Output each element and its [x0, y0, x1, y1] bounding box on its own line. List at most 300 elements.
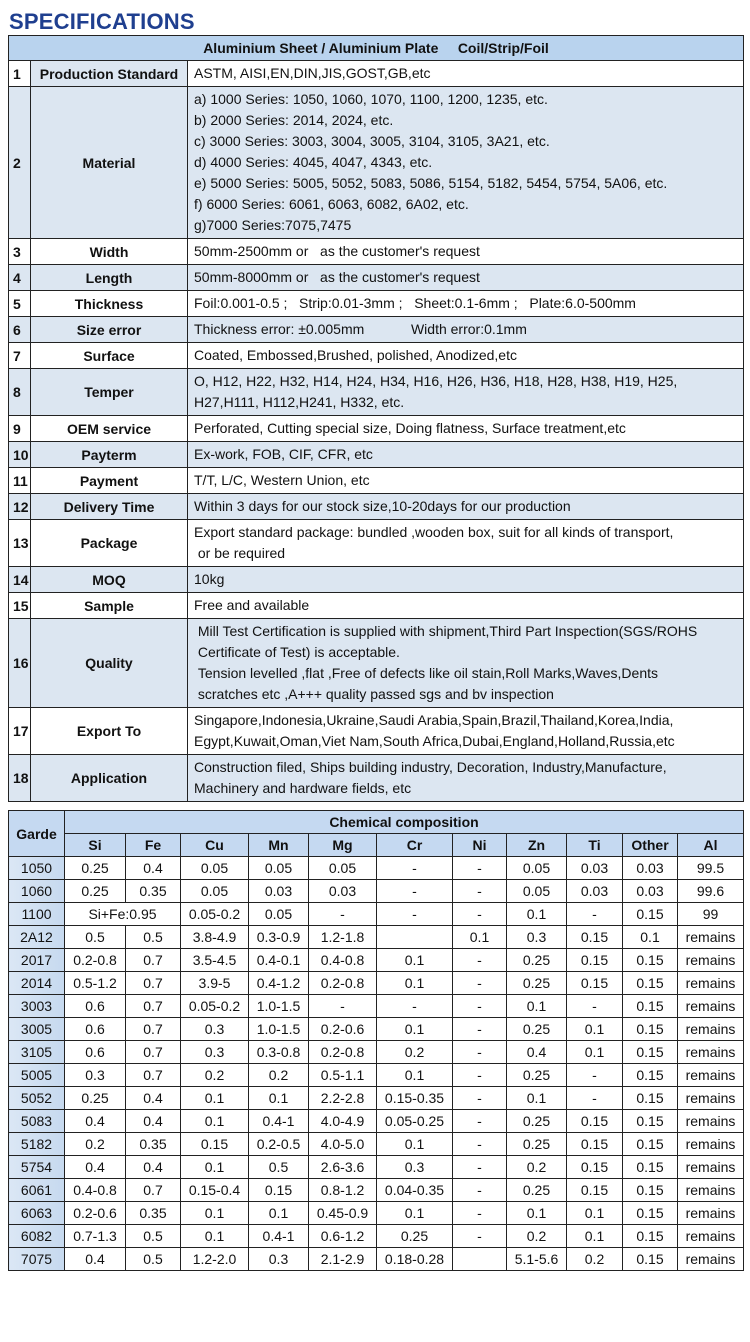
composition-cell: remains — [678, 1202, 744, 1225]
composition-cell: 0.05 — [181, 880, 249, 903]
composition-cell: 0.15 — [623, 1087, 678, 1110]
spec-row — [9, 317, 744, 343]
composition-cell: 0.4-0.1 — [249, 949, 309, 972]
spec-label: Sample — [31, 593, 188, 619]
composition-cell: remains — [678, 949, 744, 972]
spec-label: Temper — [31, 369, 188, 416]
composition-cell: 0.15 — [249, 1179, 309, 1202]
spec-value-line: Certificate of Test) is acceptable. — [194, 644, 400, 660]
composition-cell: 0.2-0.6 — [309, 1018, 377, 1041]
composition-cell: 0.25 — [507, 1064, 567, 1087]
row-number: 5 — [9, 291, 31, 317]
chem-row — [9, 1133, 744, 1156]
chemical-composition-header: Chemical composition — [65, 811, 744, 834]
composition-cell: 0.03 — [567, 880, 623, 903]
composition-cell: 0.1 — [567, 1202, 623, 1225]
row-number: 13 — [9, 520, 31, 567]
composition-cell: 0.4-1 — [249, 1225, 309, 1248]
composition-cell: 0.3-0.8 — [249, 1041, 309, 1064]
composition-cell: 0.1 — [377, 972, 453, 995]
spec-value-line: T/T, L/C, Western Union, etc — [194, 472, 370, 488]
composition-cell: 0.6 — [65, 1041, 126, 1064]
composition-cell: 0.1 — [377, 949, 453, 972]
spec-label: Production Standard — [31, 61, 188, 87]
spec-value-line: g)7000 Series:7075,7475 — [194, 217, 352, 233]
grade-cell: 2014 — [9, 972, 65, 995]
grade-cell: 6063 — [9, 1202, 65, 1225]
spec-value — [188, 755, 744, 802]
spec-value — [188, 416, 744, 442]
composition-cell: - — [309, 995, 377, 1018]
composition-cell: remains — [678, 1064, 744, 1087]
spec-label: Material — [31, 87, 188, 239]
grade-cell: 5052 — [9, 1087, 65, 1110]
composition-cell: remains — [678, 1248, 744, 1271]
chem-row — [9, 1041, 744, 1064]
grade-cell: 5182 — [9, 1133, 65, 1156]
composition-cell: 0.03 — [567, 857, 623, 880]
composition-cell: 2.2-2.8 — [309, 1087, 377, 1110]
composition-cell: 3.9-5 — [181, 972, 249, 995]
spec-value-line: Coated, Embossed,Brushed, polished, Anodized,etc — [194, 347, 517, 363]
spec-value — [188, 239, 744, 265]
composition-cell: - — [309, 903, 377, 926]
spec-label: MOQ — [31, 567, 188, 593]
composition-cell: 0.03 — [623, 857, 678, 880]
row-number: 8 — [9, 369, 31, 416]
spec-value-line: Within 3 days for our stock size,10-20days for our production — [194, 498, 571, 514]
composition-cell: 99.6 — [678, 880, 744, 903]
composition-cell: 0.7 — [126, 995, 181, 1018]
row-number: 15 — [9, 593, 31, 619]
spec-row — [9, 442, 744, 468]
composition-cell: 0.15-0.4 — [181, 1179, 249, 1202]
grade-cell: 1100 — [9, 903, 65, 926]
spec-row — [9, 265, 744, 291]
composition-cell: 0.6-1.2 — [309, 1225, 377, 1248]
composition-cell: 0.15 — [623, 995, 678, 1018]
composition-cell: 0.4 — [126, 1087, 181, 1110]
composition-cell: 0.4-1 — [249, 1110, 309, 1133]
composition-cell: 0.15 — [623, 1041, 678, 1064]
composition-cell: 0.04-0.35 — [377, 1179, 453, 1202]
composition-cell: 0.4-1.2 — [249, 972, 309, 995]
composition-cell: 0.25 — [507, 972, 567, 995]
grade-cell: 1060 — [9, 880, 65, 903]
composition-cell: 0.6 — [65, 995, 126, 1018]
row-number: 10 — [9, 442, 31, 468]
composition-cell: 0.35 — [126, 1202, 181, 1225]
spec-value — [188, 369, 744, 416]
spec-label: Length — [31, 265, 188, 291]
spec-label: Export To — [31, 708, 188, 755]
spec-row — [9, 494, 744, 520]
composition-cell: 0.1 — [567, 1041, 623, 1064]
page-title: SPECIFICATIONS — [9, 9, 195, 34]
composition-cell: 0.35 — [126, 880, 181, 903]
row-number: 11 — [9, 468, 31, 494]
chemical-composition-table — [8, 810, 744, 1271]
composition-cell: 0.1 — [181, 1202, 249, 1225]
spec-row — [9, 87, 744, 239]
spec-value-line: ASTM, AISI,EN,DIN,JIS,GOST,GB,etc — [194, 65, 431, 81]
composition-cell: 0.05 — [249, 857, 309, 880]
composition-cell: 0.15 — [623, 1179, 678, 1202]
composition-cell: 0.15 — [567, 1110, 623, 1133]
element-header: Mn — [249, 834, 309, 857]
composition-cell: 0.15 — [567, 949, 623, 972]
composition-cell: 0.1 — [377, 1064, 453, 1087]
composition-cell: 0.2-0.6 — [65, 1202, 126, 1225]
composition-cell: 0.25 — [65, 857, 126, 880]
composition-cell: 0.25 — [507, 949, 567, 972]
spec-value-line: Foil:0.001-0.5 ; Strip:0.01-3mm ; Sheet:0.1-6mm ; Plate:6.0-500mm — [194, 295, 636, 311]
spec-row — [9, 369, 744, 416]
composition-cell: 0.05 — [309, 857, 377, 880]
chem-row — [9, 1179, 744, 1202]
composition-cell: 0.2 — [249, 1064, 309, 1087]
spec-value-line: scratches etc ,A+++ quality passed sgs and bv inspection — [194, 686, 554, 702]
chem-row — [9, 1087, 744, 1110]
element-header: Cu — [181, 834, 249, 857]
composition-cell: remains — [678, 972, 744, 995]
spec-row — [9, 468, 744, 494]
composition-cell: 0.1 — [507, 1202, 567, 1225]
spec-value-line: b) 2000 Series: 2014, 2024, etc. — [194, 112, 394, 128]
composition-cell: 0.15 — [623, 903, 678, 926]
composition-cell: 0.15 — [567, 1179, 623, 1202]
composition-cell: - — [453, 1018, 507, 1041]
row-number: 4 — [9, 265, 31, 291]
composition-cell: 0.3 — [377, 1156, 453, 1179]
spec-value-line: H27,H111, H112,H241, H332, etc. — [194, 394, 405, 410]
composition-cell: 0.7 — [126, 972, 181, 995]
composition-cell: 0.4-0.8 — [309, 949, 377, 972]
composition-cell: 0.03 — [623, 880, 678, 903]
grade-cell: 2017 — [9, 949, 65, 972]
composition-cell: 0.15 — [567, 926, 623, 949]
element-header: Ni — [453, 834, 507, 857]
spec-value — [188, 442, 744, 468]
spec-value — [188, 291, 744, 317]
spec-row — [9, 593, 744, 619]
composition-cell: - — [567, 1064, 623, 1087]
composition-cell: remains — [678, 1018, 744, 1041]
element-header: Al — [678, 834, 744, 857]
composition-cell: - — [453, 1225, 507, 1248]
composition-cell: 0.05 — [181, 857, 249, 880]
composition-cell: 0.03 — [249, 880, 309, 903]
grade-cell: 1050 — [9, 857, 65, 880]
composition-cell: 0.15-0.35 — [377, 1087, 453, 1110]
composition-cell — [377, 926, 453, 949]
row-number: 9 — [9, 416, 31, 442]
composition-cell: 4.0-4.9 — [309, 1110, 377, 1133]
grade-header: Garde — [9, 811, 65, 857]
composition-cell: - — [453, 1110, 507, 1133]
composition-cell: 0.3 — [181, 1018, 249, 1041]
composition-cell: 99.5 — [678, 857, 744, 880]
spec-value — [188, 593, 744, 619]
spec-value-line: e) 5000 Series: 5005, 5052, 5083, 5086, 5154, 5182, 5454, 5754, 5A06, etc. — [194, 175, 668, 191]
composition-cell: 3.5-4.5 — [181, 949, 249, 972]
composition-cell: 0.7 — [126, 1018, 181, 1041]
grade-cell: 3005 — [9, 1018, 65, 1041]
composition-cell: 0.25 — [65, 880, 126, 903]
spec-label: Size error — [31, 317, 188, 343]
spec-value — [188, 61, 744, 87]
composition-cell: remains — [678, 1133, 744, 1156]
composition-cell: 0.2-0.8 — [309, 1041, 377, 1064]
spec-value-line: Perforated, Cutting special size, Doing flatness, Surface treatment,etc — [194, 420, 626, 436]
element-header: Ti — [567, 834, 623, 857]
grade-cell: 3003 — [9, 995, 65, 1018]
spec-value-line: Thickness error: ±0.005mm Width error:0.1mm — [194, 321, 527, 337]
composition-cell: 0.2 — [181, 1064, 249, 1087]
composition-cell: 0.5 — [249, 1156, 309, 1179]
composition-cell: - — [377, 857, 453, 880]
composition-cell: - — [453, 857, 507, 880]
composition-cell: 0.5 — [126, 1248, 181, 1271]
spec-value — [188, 567, 744, 593]
composition-cell: 0.8-1.2 — [309, 1179, 377, 1202]
row-number: 3 — [9, 239, 31, 265]
spec-label: Delivery Time — [31, 494, 188, 520]
composition-cell: 0.15 — [623, 1133, 678, 1156]
composition-cell: 0.15 — [623, 1156, 678, 1179]
composition-cell: 2.6-3.6 — [309, 1156, 377, 1179]
composition-cell: 0.1 — [377, 1018, 453, 1041]
spec-value — [188, 317, 744, 343]
spec-row — [9, 239, 744, 265]
composition-cell: 0.4 — [65, 1156, 126, 1179]
spec-value-line: Ex-work, FOB, CIF, CFR, etc — [194, 446, 373, 462]
composition-cell: 0.15 — [623, 972, 678, 995]
composition-cell: 0.1 — [567, 1225, 623, 1248]
spec-row — [9, 416, 744, 442]
composition-cell: 0.2 — [507, 1225, 567, 1248]
spec-value — [188, 619, 744, 708]
composition-cell: 0.15 — [567, 1156, 623, 1179]
composition-cell: - — [567, 995, 623, 1018]
row-number: 16 — [9, 619, 31, 708]
composition-cell: - — [453, 1179, 507, 1202]
spec-value-line: a) 1000 Series: 1050, 1060, 1070, 1100, 1200, 1235, etc. — [194, 91, 548, 107]
chem-row — [9, 1156, 744, 1179]
composition-cell: - — [377, 995, 453, 1018]
spec-value — [188, 87, 744, 239]
composition-cell: 1.2-2.0 — [181, 1248, 249, 1271]
composition-cell: 0.2 — [65, 1133, 126, 1156]
spec-value — [188, 708, 744, 755]
spec-value-line: 10kg — [194, 571, 225, 587]
spec-value — [188, 468, 744, 494]
composition-cell: 1.0-1.5 — [249, 1018, 309, 1041]
grade-cell: 5754 — [9, 1156, 65, 1179]
composition-cell: remains — [678, 1179, 744, 1202]
composition-cell: 0.05-0.25 — [377, 1110, 453, 1133]
composition-cell: 0.3 — [181, 1041, 249, 1064]
composition-cell: remains — [678, 1225, 744, 1248]
composition-cell: 0.4 — [126, 857, 181, 880]
composition-cell: 0.7 — [126, 1064, 181, 1087]
row-number: 12 — [9, 494, 31, 520]
grade-cell: 3105 — [9, 1041, 65, 1064]
composition-cell: 0.4 — [507, 1041, 567, 1064]
composition-cell: 0.15 — [623, 1202, 678, 1225]
specifications-table — [8, 35, 744, 802]
composition-cell: 0.25 — [507, 1018, 567, 1041]
composition-cell: 0.15 — [623, 1225, 678, 1248]
spec-row — [9, 619, 744, 708]
chem-row — [9, 903, 744, 926]
composition-cell: - — [453, 1087, 507, 1110]
composition-cell: 0.45-0.9 — [309, 1202, 377, 1225]
composition-cell: 0.7 — [126, 1041, 181, 1064]
chem-row — [9, 972, 744, 995]
element-header: Other — [623, 834, 678, 857]
composition-cell: 0.1 — [377, 1202, 453, 1225]
composition-cell: remains — [678, 995, 744, 1018]
composition-cell: 0.5 — [126, 1225, 181, 1248]
composition-cell: 0.25 — [65, 1087, 126, 1110]
composition-cell: 0.4-0.8 — [65, 1179, 126, 1202]
spec-value-line: d) 4000 Series: 4045, 4047, 4343, etc. — [194, 154, 433, 170]
element-header: Zn — [507, 834, 567, 857]
spec-row — [9, 708, 744, 755]
composition-cell: 0.25 — [507, 1133, 567, 1156]
grade-cell: 5005 — [9, 1064, 65, 1087]
composition-cell: 0.1 — [181, 1110, 249, 1133]
composition-cell: 0.25 — [507, 1110, 567, 1133]
spec-value-line: O, H12, H22, H32, H14, H24, H34, H16, H26, H36, H18, H28, H38, H19, H25, — [194, 373, 678, 389]
composition-cell: 5.1-5.6 — [507, 1248, 567, 1271]
composition-cell: 0.5-1.1 — [309, 1064, 377, 1087]
spec-value — [188, 265, 744, 291]
composition-cell: 0.1 — [453, 926, 507, 949]
composition-cell: 0.25 — [507, 1179, 567, 1202]
composition-cell: 0.1 — [181, 1087, 249, 1110]
composition-cell: 0.1 — [377, 1133, 453, 1156]
composition-cell: 0.15 — [623, 1018, 678, 1041]
spec-row — [9, 755, 744, 802]
chem-row — [9, 880, 744, 903]
spec-value-line: Tension levelled ,flat ,Free of defects like oil stain,Roll Marks,Waves,Dents — [194, 665, 659, 681]
composition-cell: 0.4 — [65, 1248, 126, 1271]
composition-cell: 0.7 — [126, 1179, 181, 1202]
composition-cell: 0.35 — [126, 1133, 181, 1156]
composition-cell: - — [567, 903, 623, 926]
composition-cell: 0.4 — [126, 1156, 181, 1179]
composition-cell: 0.15 — [623, 1064, 678, 1087]
composition-cell: 0.7 — [126, 949, 181, 972]
composition-cell: - — [453, 949, 507, 972]
composition-cell: 0.1 — [567, 1018, 623, 1041]
composition-cell: 99 — [678, 903, 744, 926]
composition-cell: 1.0-1.5 — [249, 995, 309, 1018]
composition-cell: 0.2-0.8 — [309, 972, 377, 995]
element-header: Cr — [377, 834, 453, 857]
composition-cell: 0.2 — [507, 1156, 567, 1179]
row-number: 6 — [9, 317, 31, 343]
spec-label: Quality — [31, 619, 188, 708]
chem-row — [9, 949, 744, 972]
composition-cell: 0.05 — [249, 903, 309, 926]
composition-cell: remains — [678, 1087, 744, 1110]
composition-cell: 0.2-0.8 — [65, 949, 126, 972]
spec-label: Thickness — [31, 291, 188, 317]
composition-cell: - — [453, 1041, 507, 1064]
spec-row — [9, 291, 744, 317]
grade-cell: 7075 — [9, 1248, 65, 1271]
element-header: Si — [65, 834, 126, 857]
composition-cell: - — [453, 903, 507, 926]
composition-cell: 3.8-4.9 — [181, 926, 249, 949]
composition-cell: remains — [678, 1110, 744, 1133]
spec-label: Payterm — [31, 442, 188, 468]
composition-cell: 0.15 — [567, 1133, 623, 1156]
spec-table-header: Aluminium Sheet / Aluminium Plate Coil/Strip/Foil — [9, 36, 744, 61]
spec-value-line: 50mm-2500mm or as the customer's request — [194, 243, 480, 259]
spec-label: OEM service — [31, 416, 188, 442]
element-header: Fe — [126, 834, 181, 857]
chem-row — [9, 1018, 744, 1041]
composition-cell: 0.1 — [249, 1202, 309, 1225]
composition-cell — [453, 1248, 507, 1271]
spec-value-line: Free and available — [194, 597, 310, 613]
composition-cell: 0.3 — [65, 1064, 126, 1087]
composition-cell: 0.1 — [181, 1225, 249, 1248]
composition-cell: - — [453, 880, 507, 903]
chem-row — [9, 1248, 744, 1271]
chem-row — [9, 1064, 744, 1087]
composition-cell: 0.7-1.3 — [65, 1225, 126, 1248]
row-number: 14 — [9, 567, 31, 593]
grade-cell: 5083 — [9, 1110, 65, 1133]
composition-cell: 0.4 — [126, 1110, 181, 1133]
spec-value-line: or be required — [194, 545, 286, 561]
composition-cell: - — [567, 1087, 623, 1110]
composition-cell: 0.25 — [377, 1225, 453, 1248]
composition-cell: 0.1 — [507, 903, 567, 926]
row-number: 18 — [9, 755, 31, 802]
row-number: 2 — [9, 87, 31, 239]
composition-cell: 0.05 — [507, 857, 567, 880]
composition-cell: 0.05-0.2 — [181, 995, 249, 1018]
spec-label: Application — [31, 755, 188, 802]
composition-cell: 0.2 — [377, 1041, 453, 1064]
composition-cell: 0.1 — [249, 1087, 309, 1110]
composition-cell: 0.15 — [567, 972, 623, 995]
composition-cell: - — [453, 1064, 507, 1087]
composition-cell: - — [377, 880, 453, 903]
composition-cell: 0.2 — [567, 1248, 623, 1271]
spec-value — [188, 494, 744, 520]
composition-cell: 0.5-1.2 — [65, 972, 126, 995]
composition-cell: 0.03 — [309, 880, 377, 903]
composition-cell: 0.15 — [623, 1248, 678, 1271]
spec-label: Surface — [31, 343, 188, 369]
row-number: 17 — [9, 708, 31, 755]
composition-cell: 0.15 — [181, 1133, 249, 1156]
composition-cell: 0.1 — [623, 926, 678, 949]
chem-row — [9, 1110, 744, 1133]
chem-row — [9, 1202, 744, 1225]
grade-cell: 6061 — [9, 1179, 65, 1202]
composition-cell: 0.5 — [65, 926, 126, 949]
spec-label: Width — [31, 239, 188, 265]
composition-cell: - — [453, 1202, 507, 1225]
